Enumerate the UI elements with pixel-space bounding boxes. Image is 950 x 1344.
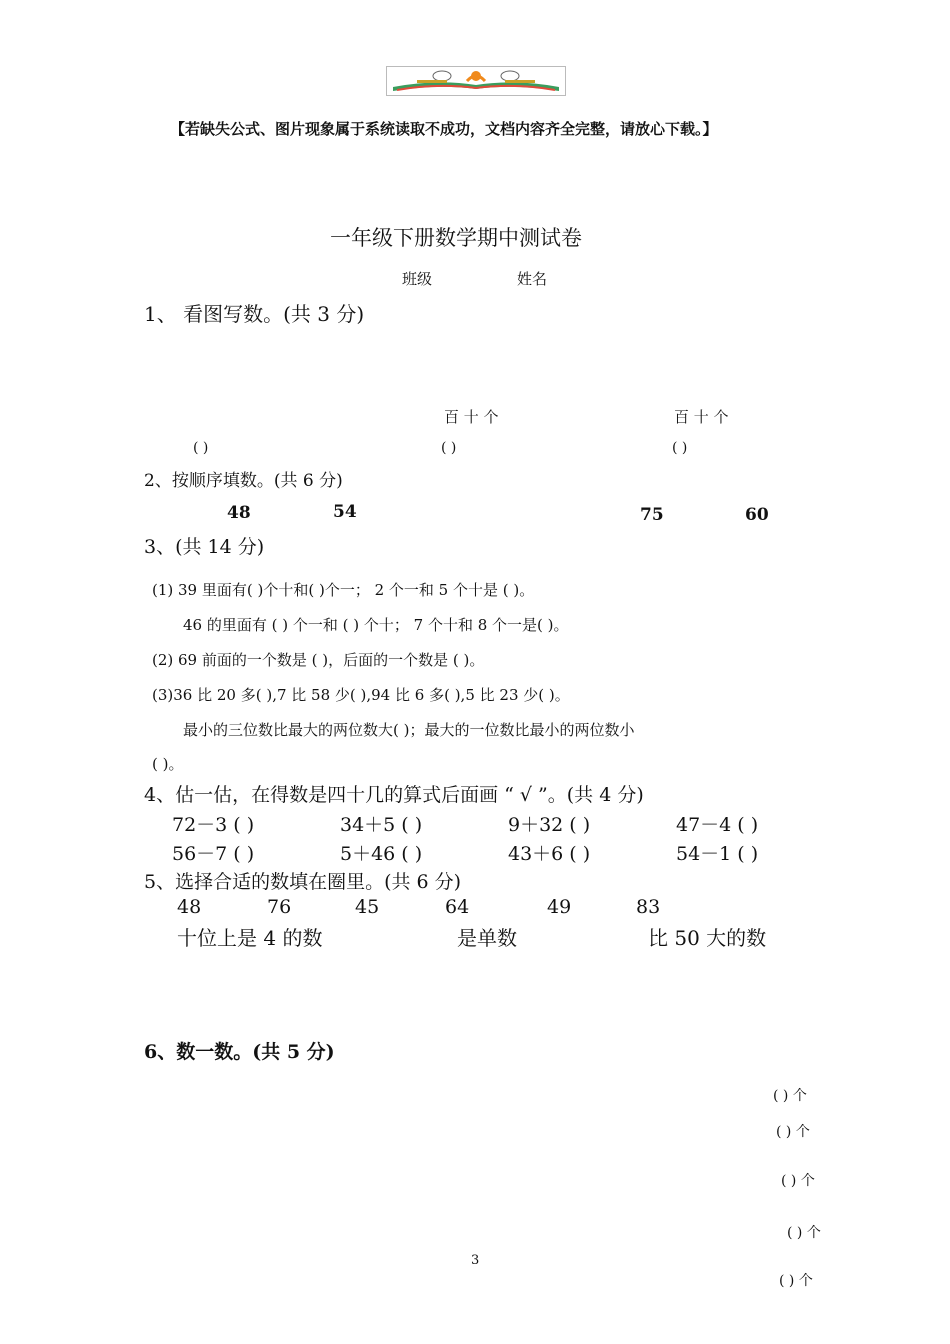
logo-banner: [386, 66, 566, 96]
q5-number[interactable]: 76: [267, 896, 292, 918]
q3-line: (2) 69 前面的一个数是 ( )，后面的一个数是 ( )。: [152, 651, 485, 669]
q3-line: (3)36 比 20 多( ),7 比 58 少( ),94 比 6 多( ),5 比 23 少( )。: [152, 686, 570, 704]
q3-line: (1) 39 里面有( )个十和( )个一； 2 个一和 5 个十是 ( )。: [152, 581, 535, 599]
q3-line: ( )。: [152, 755, 184, 773]
q6-answer-blank[interactable]: ( ) 个: [787, 1225, 821, 1241]
q4-expression[interactable]: 43＋6 ( ): [508, 843, 591, 865]
q5-category: 是单数: [457, 926, 517, 950]
q6-answer-blank[interactable]: ( ) 个: [776, 1124, 810, 1140]
page-number: 3: [471, 1253, 480, 1268]
q2-title: 2、按顺序填数。(共 6 分): [144, 471, 343, 491]
q4-expression[interactable]: 9＋32 ( ): [508, 814, 591, 836]
q1-answer-blank-1[interactable]: ( ): [193, 440, 209, 456]
q5-number[interactable]: 45: [355, 896, 380, 918]
q6-answer-blank[interactable]: ( ) 个: [779, 1273, 813, 1289]
q3-line: 46 的里面有 ( ) 个一和 ( ) 个十； 7 个十和 8 个一是( )。: [183, 616, 569, 634]
q1-place-labels-1: 百 十 个: [444, 408, 499, 426]
q6-answer-blank[interactable]: ( ) 个: [781, 1173, 815, 1189]
q1-answer-blank-2[interactable]: ( ): [441, 440, 457, 456]
q6-title-score: 5: [286, 1041, 301, 1063]
page-title: 一年级下册数学期中测试卷: [330, 226, 582, 250]
q2-number: 75: [640, 505, 664, 525]
q5-category: 比 50 大的数: [648, 926, 767, 950]
q4-expression[interactable]: 47－4 ( ): [676, 814, 759, 836]
q3-line: 最小的三位数比最大的两位数大( )；最大的一位数比最小的两位数小: [183, 721, 635, 739]
q3-title: 3、(共 14 分): [144, 536, 265, 558]
q4-expression[interactable]: 56－7 ( ): [172, 843, 255, 865]
q6-title: [144, 1037, 335, 1064]
q2-number: 54: [333, 502, 357, 522]
class-label: 班级: [402, 270, 433, 288]
q4-expression[interactable]: 72－3 ( ): [172, 814, 255, 836]
q4-expression[interactable]: 54－1 ( ): [676, 843, 759, 865]
q5-number[interactable]: 48: [177, 896, 202, 918]
q1-title: 1、 看图写数。(共 3 分): [144, 302, 365, 326]
q5-number[interactable]: 83: [636, 896, 661, 918]
q4-expression[interactable]: 34＋5 ( ): [340, 814, 423, 836]
q1-place-labels-2: 百 十 个: [674, 408, 729, 426]
q5-number[interactable]: 64: [445, 896, 470, 918]
q6-title-prefix: 6、数一数。(共: [144, 1041, 287, 1063]
q6-answer-blank[interactable]: ( ) 个: [773, 1088, 807, 1104]
logo-image: [387, 67, 565, 95]
q2-number: 60: [745, 505, 769, 525]
q5-number[interactable]: 49: [547, 896, 572, 918]
q5-category: 十位上是 4 的数: [177, 926, 323, 950]
name-label: 姓名: [517, 270, 548, 288]
q2-number: 48: [227, 503, 251, 523]
q4-title: 4、估一估，在得数是四十几的算式后面画 “ √ ”。(共 4 分): [144, 784, 644, 806]
q4-expression[interactable]: 5＋46 ( ): [340, 843, 423, 865]
download-notice: 【若缺失公式、图片现象属于系统读取不成功，文档内容齐全完整，请放心下载。】: [170, 120, 718, 138]
q6-title-suffix: 分): [300, 1041, 335, 1063]
q1-answer-blank-3[interactable]: ( ): [672, 440, 688, 456]
q5-title: 5、选择合适的数填在圈里。(共 6 分): [144, 871, 462, 893]
